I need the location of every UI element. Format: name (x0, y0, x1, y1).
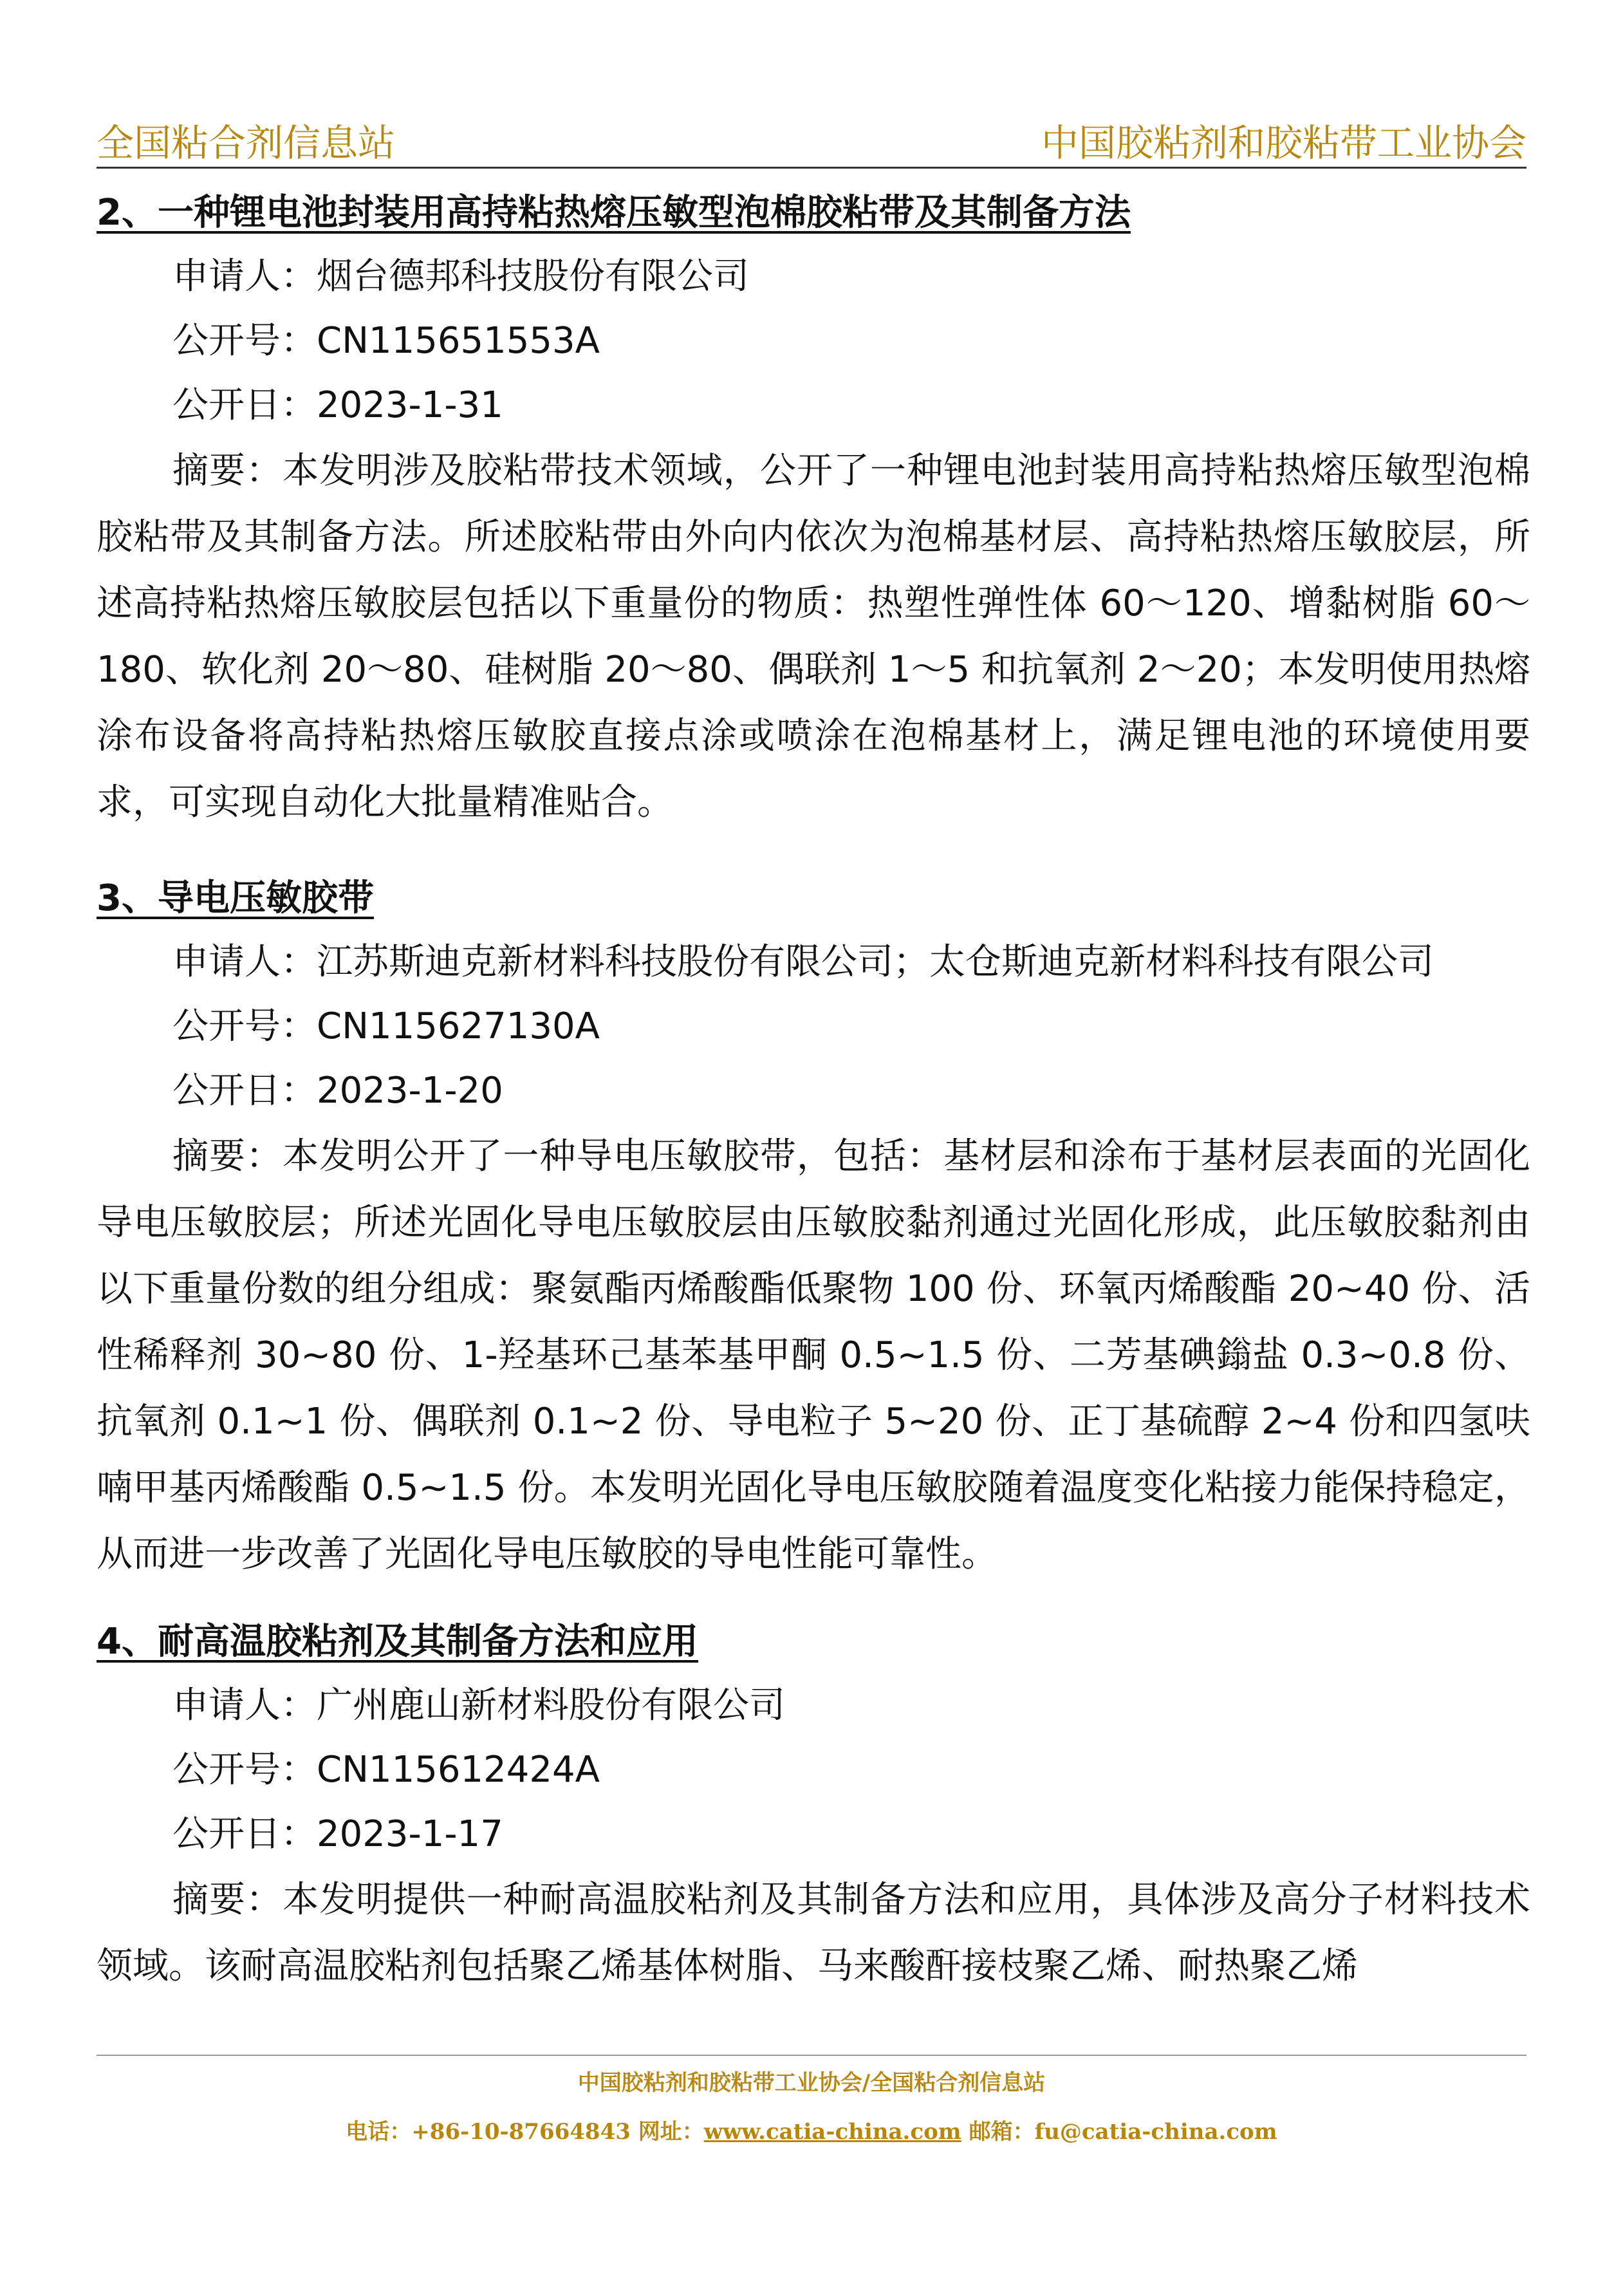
patent-entry-4 (97, 1622, 1530, 1999)
patent-title: 2、一种锂电池封装用高持粘热熔压敏型泡棉胶粘带及其制备方法 (97, 192, 1131, 234)
header-right-title: 中国胶粘剂和胶粘带工业协会 (1041, 121, 1526, 165)
publication-date: 公开日：2023-1-17 (172, 1813, 503, 1855)
applicant: 申请人：江苏斯迪克新材料科技股份有限公司；太仓斯迪克新材料科技有限公司 (172, 940, 1434, 983)
patent-entry-2 (97, 193, 1530, 835)
applicant: 申请人：广州鹿山新材料股份有限公司 (172, 1684, 785, 1726)
footer-contact (0, 2114, 1623, 2145)
publication-number: 公开号：CN115651553A (172, 319, 600, 362)
patent-entry-3 (97, 879, 1530, 1587)
website-link[interactable]: www.catia-china.com (703, 2119, 961, 2145)
header-left-title: 全国粘合剂信息站 (97, 121, 396, 165)
abstract: 摘要：本发明涉及胶粘带技术领域，公开了一种锂电池封装用高持粘热熔压敏型泡棉胶粘带及其制备方法。所述胶粘带由外向内依次为泡棉基材层、高持粘热熔压敏胶层，所述高持粘热熔压敏胶层包括以下重量份的物质：热塑性弹性体 60～120、增黏树脂 60～180、软化剂 20～80、硅树脂 20～80、偶联剂 1～5 和抗氧剂 2～20；本发明使用热熔涂布设备将高持粘热熔压敏胶直接点涂或喷涂在泡棉基材上，满足锂电池的环境使用要求，可实现自动化大批量精准贴合。 (97, 449, 1530, 823)
patent-title: 4、耐高温胶粘剂及其制备方法和应用 (97, 1621, 698, 1663)
page-header (97, 111, 1526, 169)
abstract: 摘要：本发明提供一种耐高温胶粘剂及其制备方法和应用，具体涉及高分子材料技术领域。该耐高温胶粘剂包括聚乙烯基体树脂、马来酸酐接枝聚乙烯、耐热聚乙烯 (97, 1878, 1530, 1987)
footer-phone: 电话：+86-10-87664843 网址： (346, 2119, 704, 2145)
publication-date: 公开日：2023-1-20 (172, 1069, 503, 1112)
applicant: 申请人：烟台德邦科技股份有限公司 (172, 255, 749, 297)
footer-organization: 中国胶粘剂和胶粘带工业协会/全国粘合剂信息站 (577, 2070, 1046, 2096)
patent-title: 3、导电压敏胶带 (97, 877, 374, 919)
abstract: 摘要：本发明公开了一种导电压敏胶带，包括：基材层和涂布于基材层表面的光固化导电压敏胶层；所述光固化导电压敏胶层由压敏胶黏剂通过光固化形成，此压敏胶黏剂由以下重量份数的组分组成：聚氨酯丙烯酸酯低聚物 100 份、环氧丙烯酸酯 20~40 份、活性稀释剂 30~80 份、1-羟基环己基苯基甲酮 0.5~1.5 份、二芳基碘鎓盐 0.3~0.8 份、抗氧剂 0.1~1 份、偶联剂 0.1~2 份、导电粒子 5~20 份、正丁基硫醇 2~4 份和四氢呋喃甲基丙烯酸酯 0.5~1.5 份。本发明光固化导电压敏胶随着温度变化粘接力能保持稳定，从而进一步改善了光固化导电压敏胶的导电性能可靠性。 (97, 1135, 1530, 1575)
publication-number: 公开号：CN115612424A (172, 1748, 600, 1791)
email-address[interactable]: fu@catia-china.com (1034, 2119, 1277, 2145)
publication-date: 公开日：2023-1-31 (172, 384, 503, 426)
footer-divider (97, 2055, 1526, 2056)
publication-number: 公开号：CN115627130A (172, 1005, 600, 1047)
footer-email-label: 邮箱： (961, 2119, 1035, 2145)
